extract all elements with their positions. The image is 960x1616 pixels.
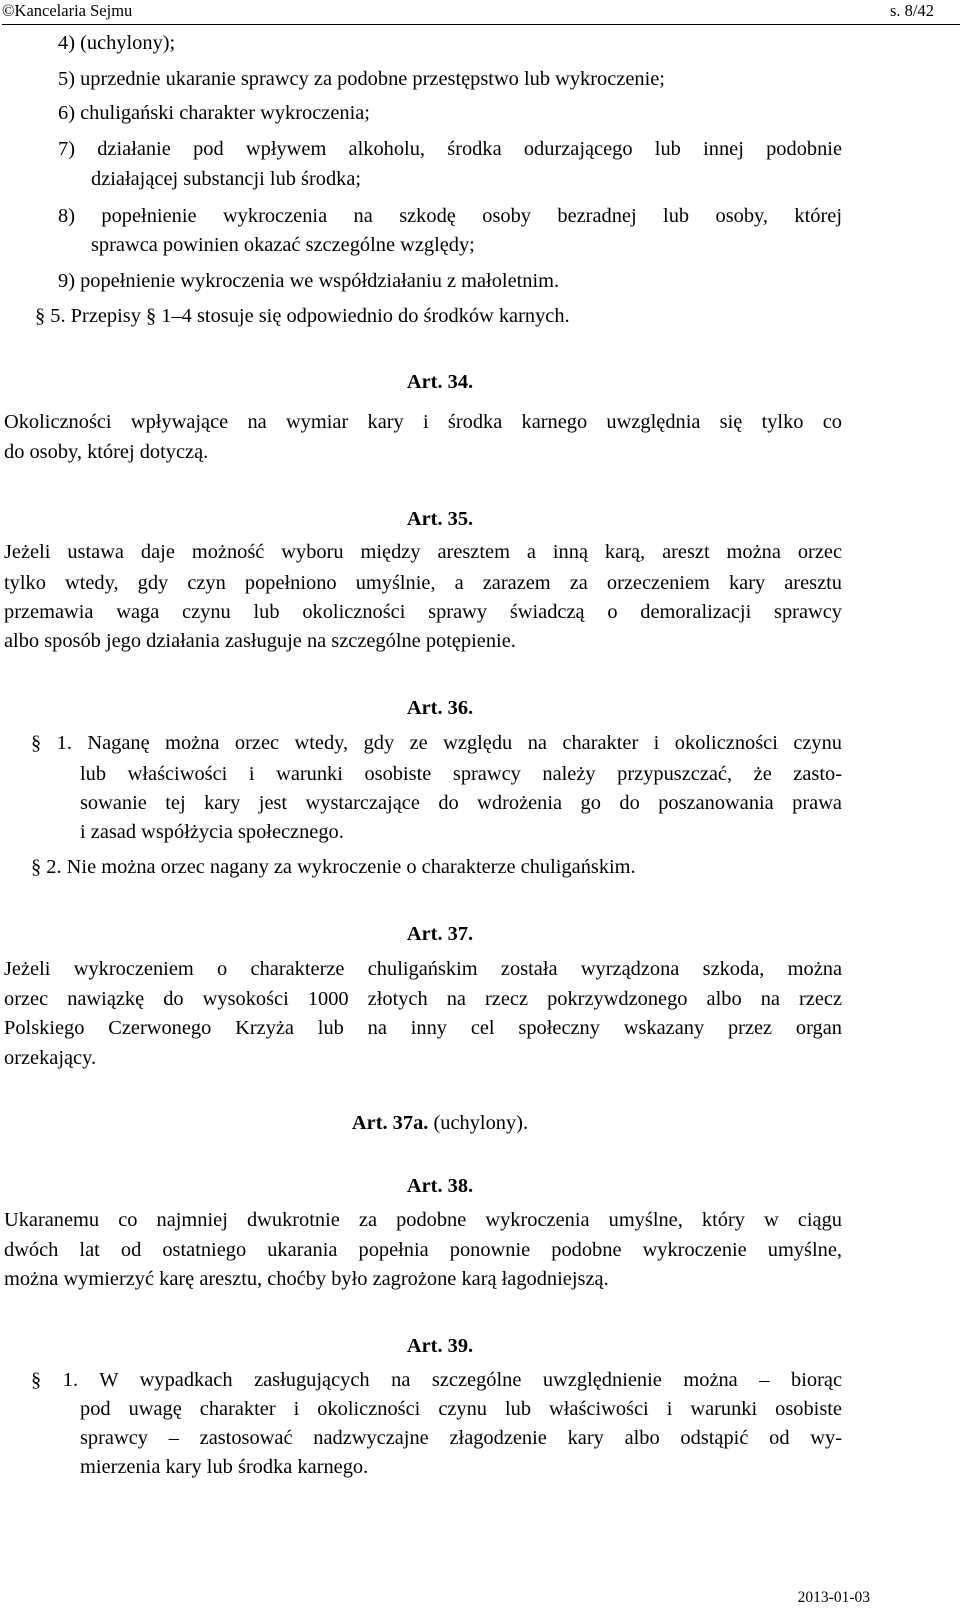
article-text-line: Jeżeli wykroczeniem o charakterze chuligańskim została wyrządzona szkoda, można bbox=[4, 958, 842, 980]
article-text-line: albo sposób jego działania zasługuje na szczególne potępienie. bbox=[4, 630, 516, 652]
article-title: Art. 37. bbox=[406, 923, 474, 945]
article-title: Art. 37a. bbox=[351, 1112, 429, 1134]
article-title: Art. 36. bbox=[406, 697, 474, 719]
list-item: 6) chuligański charakter wykroczenia; bbox=[58, 102, 370, 124]
article-text-line: można wymierzyć karę aresztu, choćby było zagrożone karą łagodniejszą. bbox=[4, 1268, 609, 1290]
list-item-continuation: sprawca powinien okazać szczególne względy; bbox=[91, 234, 475, 256]
article-text-line: Polskiego Czerwonego Krzyża lub na inny cel społeczny wskazany przez organ bbox=[4, 1017, 842, 1039]
article-text-line: Ukaranemu co najmniej dwukrotnie za podobne wykroczenia umyślne, który w ciągu bbox=[4, 1209, 842, 1231]
article-text-line: do osoby, której dotyczą. bbox=[4, 441, 209, 463]
footer-date: 2013-01-03 bbox=[797, 1589, 870, 1606]
list-item: 7) działanie pod wpływem alkoholu, środka odurzającego lub innej podobnie bbox=[58, 138, 842, 160]
section-text-line: sprawcy – zastosować nadzwyczajne złagodzenie kary albo odstąpić od wy- bbox=[80, 1427, 842, 1449]
article-title: Art. 39. bbox=[406, 1335, 474, 1357]
article-title: Art. 38. bbox=[406, 1175, 474, 1197]
article-title: Art. 35. bbox=[406, 508, 474, 530]
article-text-line: orzekający. bbox=[4, 1047, 97, 1069]
copyright-label: ©Kancelaria Sejmu bbox=[2, 1, 133, 20]
article-text-line: Okoliczności wpływające na wymiar kary i środka karnego uwzględnia się tylko co bbox=[4, 411, 842, 433]
section-text-line: § 1. Naganę można orzec wtedy, gdy ze względu na charakter i okoliczności czynu bbox=[31, 732, 842, 754]
list-item: 5) uprzednie ukaranie sprawcy za podobne przestępstwo lub wykroczenie; bbox=[58, 68, 665, 90]
section-text-line: i zasad współżycia społecznego. bbox=[80, 821, 344, 843]
list-item: 9) popełnienie wykroczenia we współdziałaniu z małoletnim. bbox=[58, 270, 560, 292]
article-text-line: dwóch lat od ostatniego ukarania popełnia ponownie podobne wykroczenie umyślne, bbox=[4, 1239, 842, 1261]
section-text-line: sowanie tej kary jest wystarczające do wdrożenia go do poszanowania prawa bbox=[80, 792, 842, 814]
paragraph-5: § 5. Przepisy § 1–4 stosuje się odpowiednio do środków karnych. bbox=[35, 305, 570, 327]
article-status: (uchylony). bbox=[433, 1112, 529, 1134]
section-text-line: pod uwagę charakter i okoliczności czynu lub właściwości i warunki osobiste bbox=[80, 1398, 842, 1420]
list-item: 4) (uchylony); bbox=[58, 32, 176, 54]
article-title: Art. 34. bbox=[406, 371, 474, 393]
list-item: 8) popełnienie wykroczenia na szkodę osoby bezradnej lub osoby, której bbox=[58, 205, 842, 227]
article-text-line: orzec nawiązkę do wysokości 1000 złotych na rzecz pokrzywdzonego albo na rzecz bbox=[4, 988, 842, 1010]
section-text-line: § 2. Nie można orzec nagany za wykroczenie o charakterze chuligańskim. bbox=[31, 856, 636, 878]
section-text-line: § 1. W wypadkach zasługujących na szczególne uwzględnienie można – biorąc bbox=[31, 1369, 842, 1391]
page-number: s. 8/42 bbox=[889, 1, 934, 20]
list-item-continuation: działającej substancji lub środka; bbox=[91, 168, 362, 190]
article-text-line: Jeżeli ustawa daje możność wyboru między aresztem a inną karą, areszt można orzec bbox=[4, 541, 842, 563]
section-text-line: mierzenia kary lub środka karnego. bbox=[80, 1456, 369, 1478]
article-text-line: przemawia waga czynu lub okoliczności sprawy świadczą o demoralizacji sprawcy bbox=[4, 601, 842, 623]
section-text-line: lub właściwości i warunki osobiste sprawcy należy przypuszczać, że zasto- bbox=[80, 763, 842, 785]
article-text-line: tylko wtedy, gdy czyn popełniono umyślnie, a zarazem za orzeczeniem kary aresztu bbox=[4, 572, 842, 594]
article-37a bbox=[0, 1108, 880, 1138]
page-header bbox=[2, 0, 960, 25]
